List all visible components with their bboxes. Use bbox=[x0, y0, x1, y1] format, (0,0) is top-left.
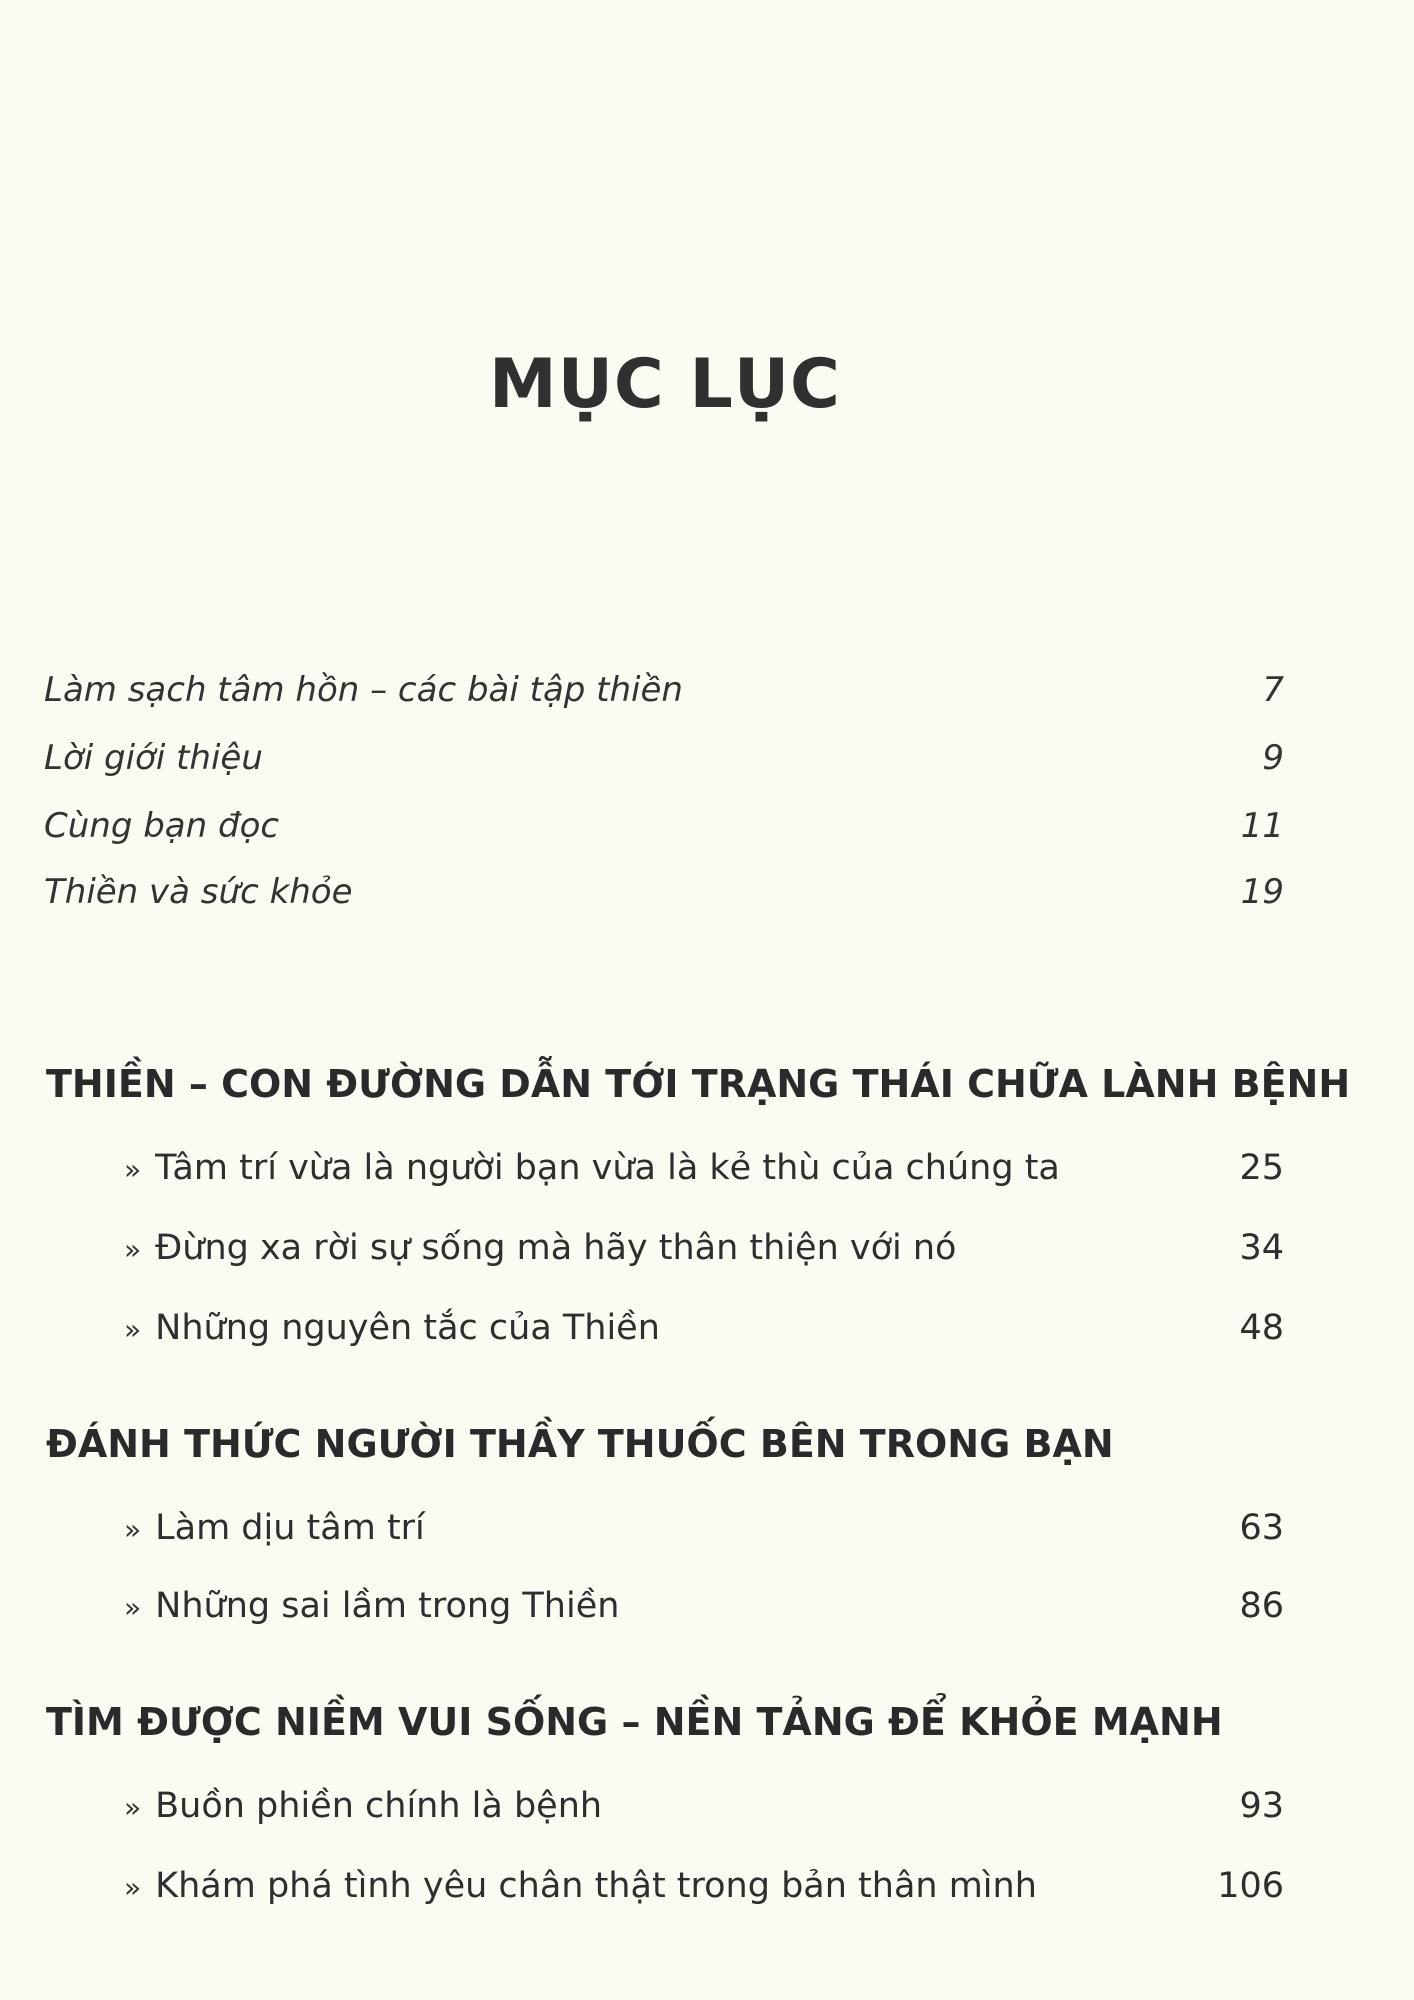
toc-item-label: Thiền và sức khỏe bbox=[44, 872, 353, 912]
toc-entry bbox=[124, 1222, 1284, 1274]
toc-page-number: 48 bbox=[1239, 1308, 1284, 1348]
bullet-icon: » bbox=[124, 1791, 142, 1824]
toc-front-item bbox=[44, 800, 1284, 852]
section-heading: ĐÁNH THỨC NGƯỜI THẦY THUỐC BÊN TRONG BẠN bbox=[46, 1422, 1114, 1466]
section-heading: THIỀN – CON ĐƯỜNG DẪN TỚI TRẠNG THÁI CHỮA LÀNH BỆNH bbox=[46, 1062, 1351, 1106]
toc-page-number: 86 bbox=[1239, 1586, 1284, 1626]
toc-front-item bbox=[44, 866, 1284, 918]
toc-page-number: 11 bbox=[1240, 806, 1284, 846]
toc-entry-label bbox=[124, 1228, 956, 1268]
toc-entry bbox=[124, 1860, 1284, 1912]
toc-item-label: Lời giới thiệu bbox=[44, 738, 263, 778]
bullet-icon: » bbox=[124, 1513, 142, 1546]
bullet-icon: » bbox=[124, 1591, 142, 1624]
toc-entry bbox=[124, 1302, 1284, 1354]
toc-entry bbox=[124, 1580, 1284, 1632]
toc-entry-label bbox=[124, 1308, 660, 1348]
toc-entry-text: Khám phá tình yêu chân thật trong bản thân mình bbox=[155, 1866, 1037, 1906]
toc-front-item bbox=[44, 732, 1284, 784]
toc-page-number: 9 bbox=[1262, 738, 1284, 778]
toc-item-label: Làm sạch tâm hồn – các bài tập thiền bbox=[44, 670, 683, 710]
toc-entry-text: Những nguyên tắc của Thiền bbox=[155, 1308, 660, 1348]
toc-entry-label bbox=[124, 1148, 1060, 1188]
toc-page-number: 7 bbox=[1262, 670, 1284, 710]
toc-entry-label bbox=[124, 1508, 425, 1548]
bullet-icon: » bbox=[124, 1313, 142, 1346]
toc-entry-label bbox=[124, 1866, 1037, 1906]
section-heading: TÌM ĐƯỢC NIỀM VUI SỐNG – NỀN TẢNG ĐỂ KHỎE MẠNH bbox=[46, 1700, 1223, 1744]
page-title: MỤC LỤC bbox=[489, 345, 841, 424]
toc-entry-text: Đừng xa rời sự sống mà hãy thân thiện với nó bbox=[155, 1228, 957, 1268]
toc-entry-text: Những sai lầm trong Thiền bbox=[155, 1586, 620, 1626]
toc-page-number: 106 bbox=[1217, 1866, 1284, 1906]
toc-item-label: Cùng bạn đọc bbox=[44, 806, 280, 846]
toc-entry-text: Làm dịu tâm trí bbox=[155, 1508, 425, 1548]
toc-page-number: 34 bbox=[1239, 1228, 1284, 1268]
bullet-icon: » bbox=[124, 1871, 142, 1904]
toc-entry-label bbox=[124, 1786, 602, 1826]
toc-entry-text: Tâm trí vừa là người bạn vừa là kẻ thù của chúng ta bbox=[155, 1148, 1060, 1188]
toc-entry-label bbox=[124, 1586, 619, 1626]
toc-entry bbox=[124, 1142, 1284, 1194]
toc-entry bbox=[124, 1780, 1284, 1832]
bullet-icon: » bbox=[124, 1153, 142, 1186]
bullet-icon: » bbox=[124, 1233, 142, 1266]
toc-page-number: 19 bbox=[1240, 872, 1284, 912]
toc-entry-text: Buồn phiền chính là bệnh bbox=[155, 1786, 603, 1826]
toc-page-number: 63 bbox=[1239, 1508, 1284, 1548]
toc-entry bbox=[124, 1502, 1284, 1554]
toc-page-number: 25 bbox=[1239, 1148, 1284, 1188]
toc-front-item bbox=[44, 664, 1284, 716]
toc-page-number: 93 bbox=[1239, 1786, 1284, 1826]
